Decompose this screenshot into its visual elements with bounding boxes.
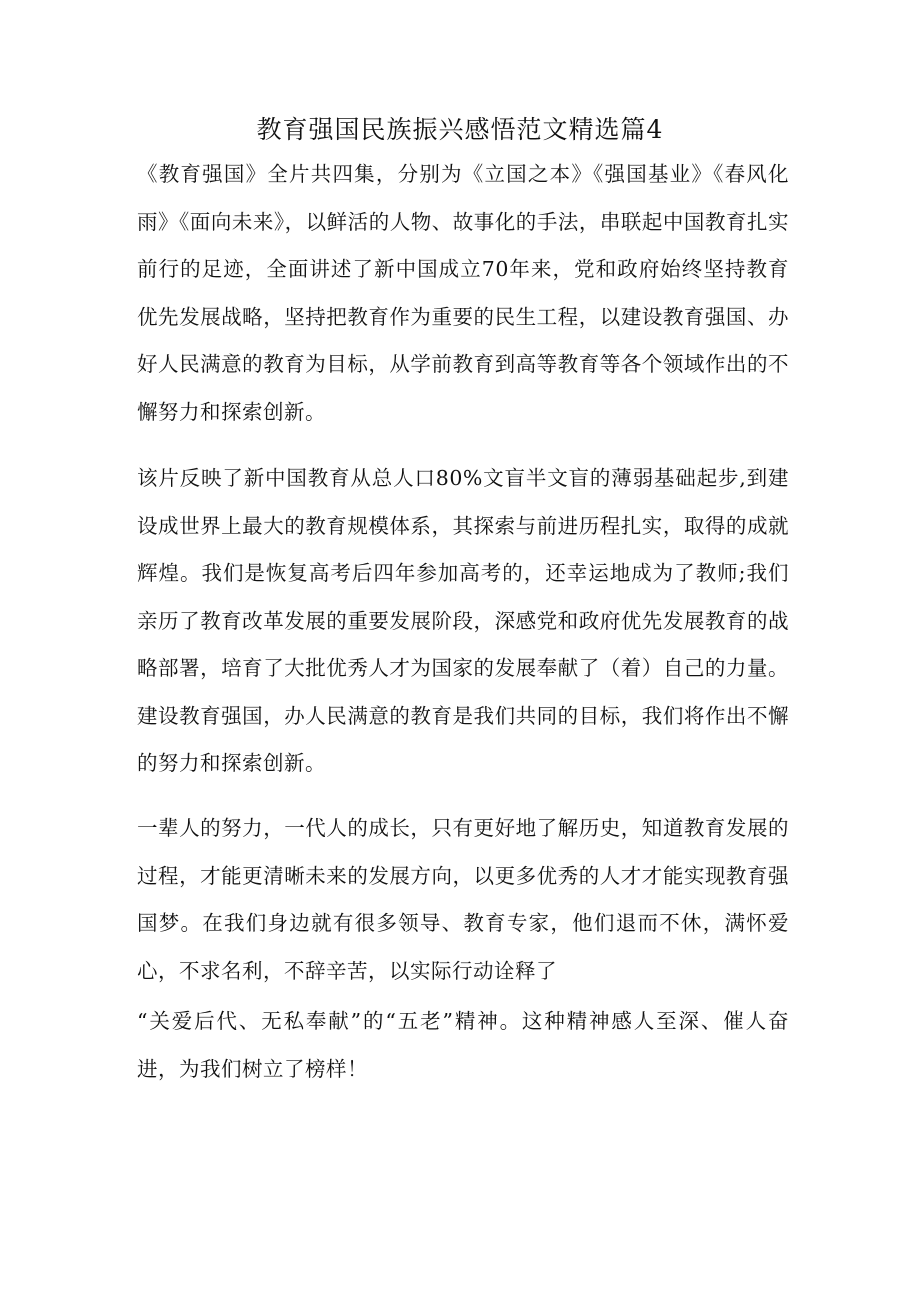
document-title: 教育强国民族振兴感悟范文精选篇4	[256, 115, 664, 144]
paragraph-2: 该片反映了新中国教育从总人口80%文盲半文盲的薄弱基础起步,到建设成世界上最大的教育规模体系，其探索与前进历程扎实，取得的成就辉煌。我们是恢复高考后四年参加高考的，还幸运地成为了教师;我们亲历了教育改革发展的重要发展阶段，深感党和政府优先发展教育的战略部署，培育了大批优秀人才为国家的发展奉献了（着）自己的力量。建设教育强国，办人民满意的教育是我们共同的目标，我们将作出不懈的努力和探索创新。	[137, 466, 789, 775]
paragraph-3: 一辈人的努力，一代人的成长，只有更好地了解历史，知道教育发展的过程，才能更清晰未来的发展方向，以更多优秀的人才才能实现教育强国梦。在我们身边就有很多领导、教育专家，他们退而不休，满怀爱心，不求名利，不辞辛苦，以实际行动诠释了	[137, 816, 789, 983]
paragraph-4: “关爱后代、无私奉献”的“五老”精神。这种精神感人至深、催人奋进，为我们树立了榜样！	[137, 1009, 789, 1081]
paragraph-1: 《教育强国》全片共四集，分别为《立国之本》《强国基业》《春风化雨》《面向未来》，以鲜活的人物、故事化的手法，串联起中国教育扎实前行的足迹，全面讲述了新中国成立70年来，党和政府始终坚持教育优先发展战略，坚持把教育作为重要的民生工程，以建设教育强国、办好人民满意的教育为目标，从学前教育到高等教育等各个领域作出的不懈努力和探索创新。	[137, 162, 789, 424]
